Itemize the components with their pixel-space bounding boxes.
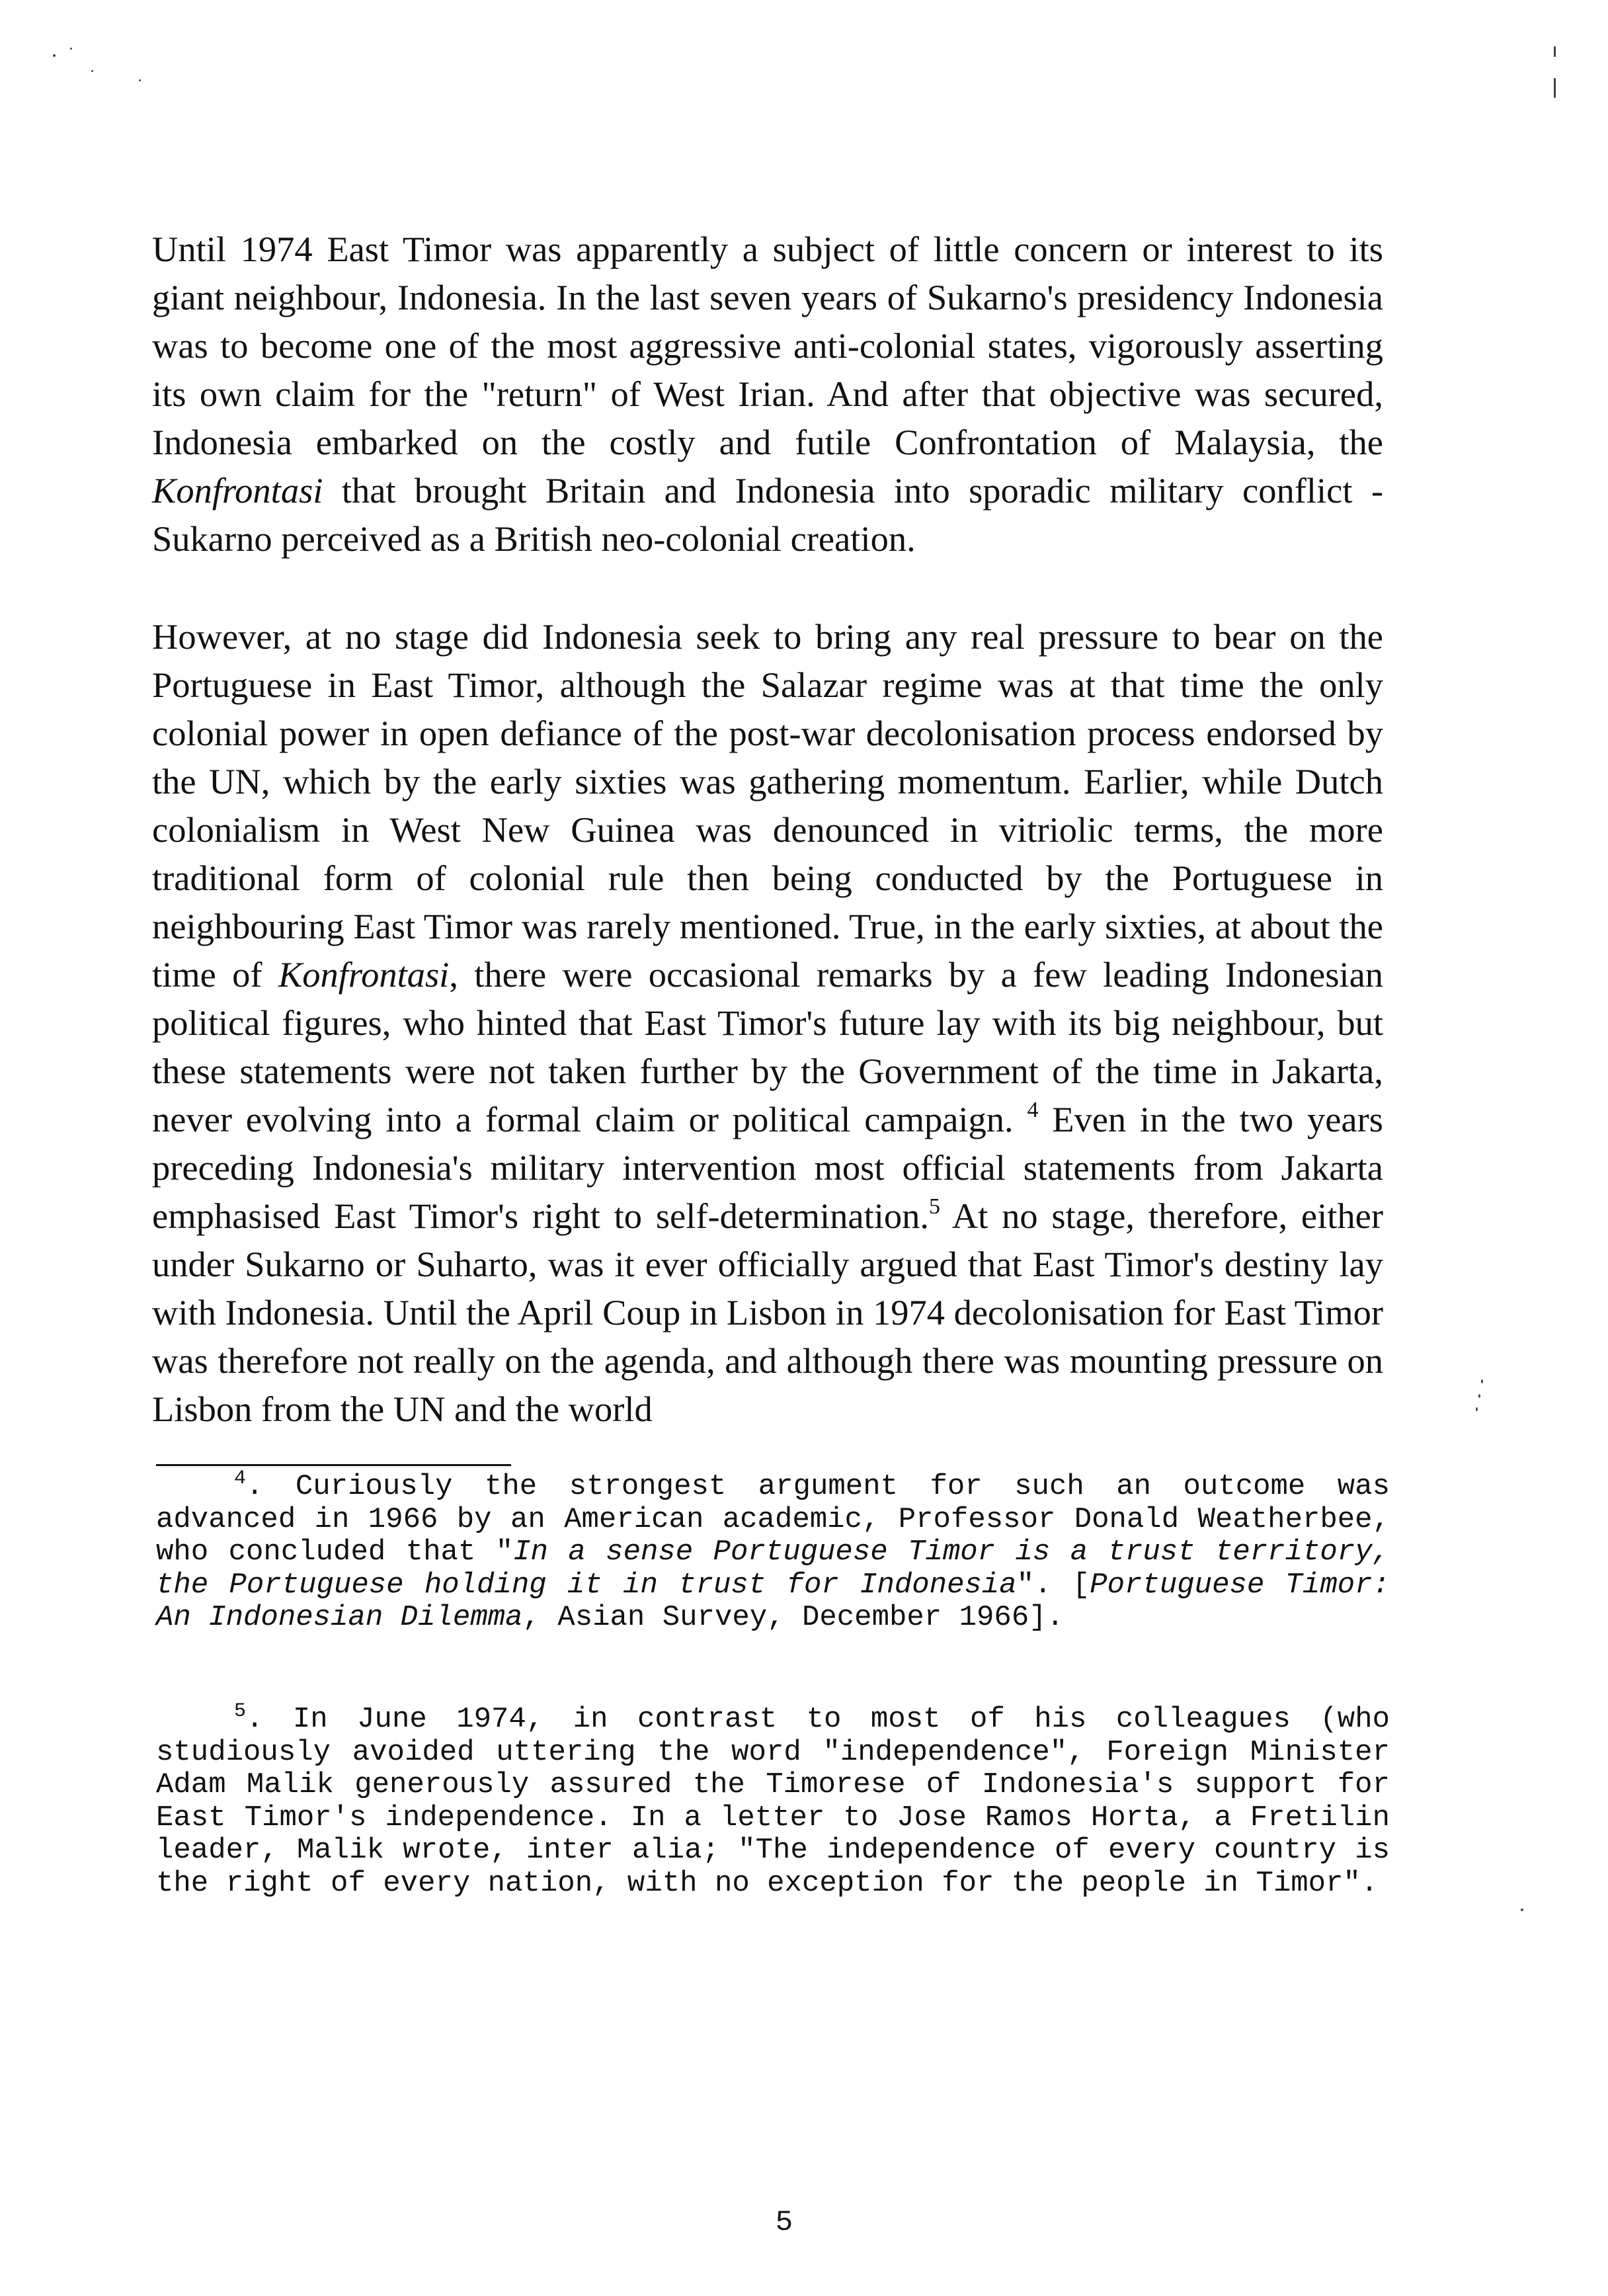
body-paragraph-2 xyxy=(152,612,1383,1433)
scan-speck xyxy=(1554,46,1556,57)
body-paragraph-1 xyxy=(152,225,1383,563)
p2-text-a: However, at no stage did Indonesia seek to bring any real pressure to bear on the Portuguese in East Timor, although the Salazar regime was at that time the only colonial power in open defiance of the post-war decolonisation process endorsed by the UN, which by the early sixties was gathering momentum. Earlier, while Dutch colonialism in West New Guinea was denounced in vitriolic terms, the more traditional form of colonial rule then being conducted by the Portuguese in neighbouring East Timor was rarely mentioned. True, in the early sixties, at about the time of xyxy=(152,616,1383,995)
fn4-text-c: , Asian Survey, December 1966]. xyxy=(522,1601,1065,1634)
footnote-ref-4[interactable]: 4 xyxy=(1027,1098,1039,1122)
footnote-5 xyxy=(156,1700,1390,1900)
scan-speck xyxy=(91,70,93,72)
fn4-text-a: . Curiously the strongest argument for such an outcome was advanced in 1966 by an American academic, Professor Donald Weatherbee, who concluded that " xyxy=(156,1470,1390,1569)
fn4-text-b: ". [ xyxy=(1016,1568,1090,1602)
p2-text-b: , there were occasional remarks by a few leading Indonesian political figures, who hinted that East Timor's future lay with its big neighbour, but these statements were not taken further by the Government of the time in Jakarta, never evolving into a formal claim or political campaign. xyxy=(152,954,1384,1139)
footnote-4 xyxy=(156,1467,1390,1635)
p2-text-d: At no stage, therefore, either under Sukarno or Suharto, was it ever officially argued that East Timor's destiny lay with Indonesia. Until the April Coup in Lisbon in 1974 decolonisation for East Timor was therefore not really on the agenda, and although there was mounting pressure on Lisbon from the UN and the world xyxy=(152,1196,1383,1429)
scan-speck xyxy=(1476,1407,1478,1411)
scan-speck xyxy=(1554,78,1556,98)
scan-speck xyxy=(53,54,56,57)
footnote-separator xyxy=(156,1464,511,1466)
p2-text-c: Even in the two years preceding Indonesia's military intervention most official statements from Jakarta emphasised East Timor's right to self-determination. xyxy=(152,1099,1383,1236)
scan-speck xyxy=(1478,1394,1480,1398)
p1-text-a: Until 1974 East Timor was apparently a subject of little concern or interest to its giant neighbour, Indonesia. In the last seven years of Sukarno's presidency Indonesia was to become one of the most aggressive anti-colonial states, vigorously asserting its own claim for the "return" of West Irian. And after that objective was secured, Indonesia embarked on the costly and futile Confrontation of Malaysia, the xyxy=(152,229,1383,462)
scan-speck xyxy=(70,48,72,50)
footnote-ref-5[interactable]: 5 xyxy=(928,1194,940,1219)
p1-italic-konfrontasi: Konfrontasi xyxy=(152,470,323,511)
fn4-italic-title: Portuguese Timor: An Indonesian Dilemma xyxy=(156,1568,1390,1634)
fn4-italic-quote: In a sense Portuguese Timor is a trust territory, the Portuguese holding it in trust for Indonesia xyxy=(156,1536,1390,1602)
scan-speck xyxy=(139,79,141,81)
p2-italic-konfrontasi: Konfrontasi xyxy=(278,954,450,995)
footnote-5-mark: 5 xyxy=(234,1700,247,1723)
p1-text-b: that brought Britain and Indonesia into sporadic military conflict - Sukarno perceived as a British neo-colonial creation. xyxy=(152,470,1383,559)
scan-speck xyxy=(1481,1379,1483,1383)
footnote-4-mark: 4 xyxy=(234,1467,247,1490)
fn5-text: . In June 1974, in contrast to most of his colleagues (who studiously avoided uttering the word "independence", Foreign Minister Adam Malik generously assured the Timorese of Indonesia's support for East Timor's independence. In a letter to Jose Ramos Horta, a Fretilin leader, Malik wrote, inter alia; "The independence of every country is the right of every nation, with no exception for the people in Timor". xyxy=(156,1703,1390,1900)
page-number: 5 xyxy=(775,2206,793,2239)
scan-speck xyxy=(1521,1908,1523,1911)
